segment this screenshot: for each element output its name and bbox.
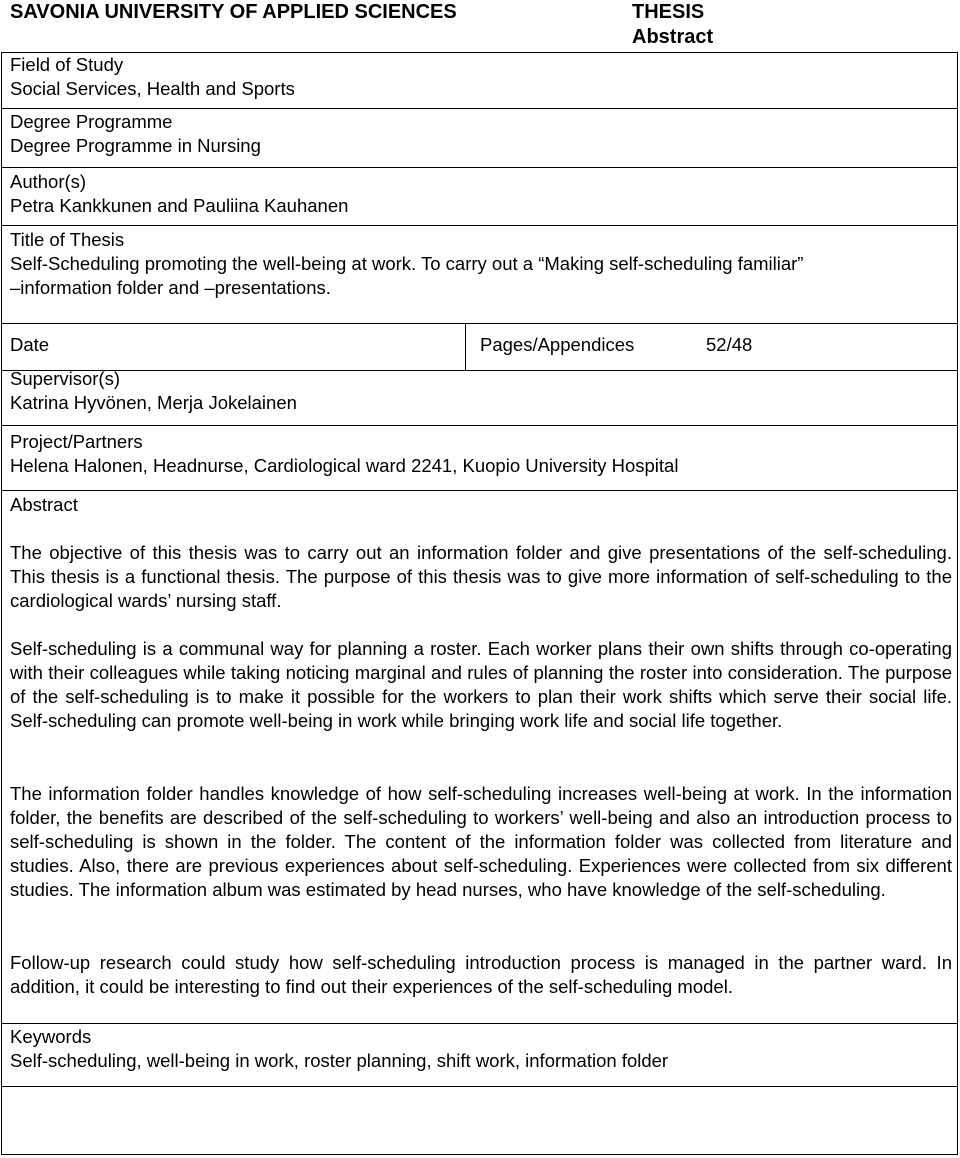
field-of-study-label: Field of Study [10, 54, 124, 75]
degree-programme-value: Degree Programme in Nursing [10, 135, 261, 156]
partners-value: Helena Halonen, Headnurse, Cardiological ward 2241, Kuopio University Hospital [10, 455, 679, 476]
abstract-paragraph: The objective of this thesis was to carry out an information folder and give presentations of the self-scheduling. This thesis is a functional thesis. The purpose of this thesis was to give more information of self-scheduling to the cardiological wards’ nursing staff. [10, 542, 952, 611]
divider [2, 108, 957, 109]
pages-label: Pages/Appendices [480, 334, 635, 355]
divider [2, 425, 957, 426]
divider [2, 323, 957, 324]
abstract-paragraph: The information folder handles knowledge of how self-scheduling increases well-being at work. In the information folder, the benefits are described of the self-scheduling to workers’ well-being and also an introduction process to self-scheduling is shown in the folder. The content of the information folder was collected from literature and studies. Also, there are previous experiences about self-scheduling. Experiences were collected from six different studies. The information album was estimated by head nurses, who have knowledge of the self-scheduling. [10, 783, 952, 900]
divider [2, 1023, 957, 1024]
document-type-title: THESIS [632, 1, 705, 23]
field-of-study-value: Social Services, Health and Sports [10, 78, 295, 99]
divider [2, 490, 957, 491]
document-type-subtitle: Abstract [632, 26, 714, 48]
divider [2, 370, 957, 371]
date-label: Date [10, 334, 50, 355]
university-name: SAVONIA UNIVERSITY OF APPLIED SCIENCES [10, 1, 457, 23]
thesis-title-label: Title of Thesis [10, 229, 125, 250]
thesis-title-line-2: –information folder and –presentations. [10, 277, 331, 298]
supervisors-label: Supervisor(s) [10, 368, 120, 389]
column-divider [465, 323, 466, 370]
keywords-value: Self-scheduling, well-being in work, roster planning, shift work, information folder [10, 1050, 669, 1071]
partners-label: Project/Partners [10, 431, 143, 452]
abstract-paragraph: Follow-up research could study how self-scheduling introduction process is managed in the partner ward. In addition, it could be interesting to find out their experiences of the self-scheduling model. [10, 952, 952, 997]
authors-value: Petra Kankkunen and Pauliina Kauhanen [10, 195, 349, 216]
document-type [632, 0, 713, 50]
supervisors-value: Katrina Hyvönen, Merja Jokelainen [10, 392, 297, 413]
abstract-paragraph: Self-scheduling is a communal way for planning a roster. Each worker plans their own shifts through co-operating with their colleagues while taking noticing marginal and rules of planning the roster into consideration. The purpose of the self-scheduling is to make it possible for the workers to plan their work shifts which serve their social life. Self-scheduling can promote well-being in work while bringing work life and social life together. [10, 638, 952, 731]
degree-programme-label: Degree Programme [10, 111, 173, 132]
keywords-label: Keywords [10, 1026, 92, 1047]
abstract-label: Abstract [10, 494, 78, 515]
divider [2, 225, 957, 226]
divider [2, 167, 957, 168]
pages-value: 52/48 [706, 334, 753, 355]
document-header [0, 0, 960, 52]
thesis-title-line-1: Self-Scheduling promoting the well-being at work. To carry out a “Making self-scheduling familiar” [10, 253, 804, 274]
divider [2, 1086, 957, 1087]
abstract-form [1, 52, 958, 1155]
authors-label: Author(s) [10, 171, 87, 192]
